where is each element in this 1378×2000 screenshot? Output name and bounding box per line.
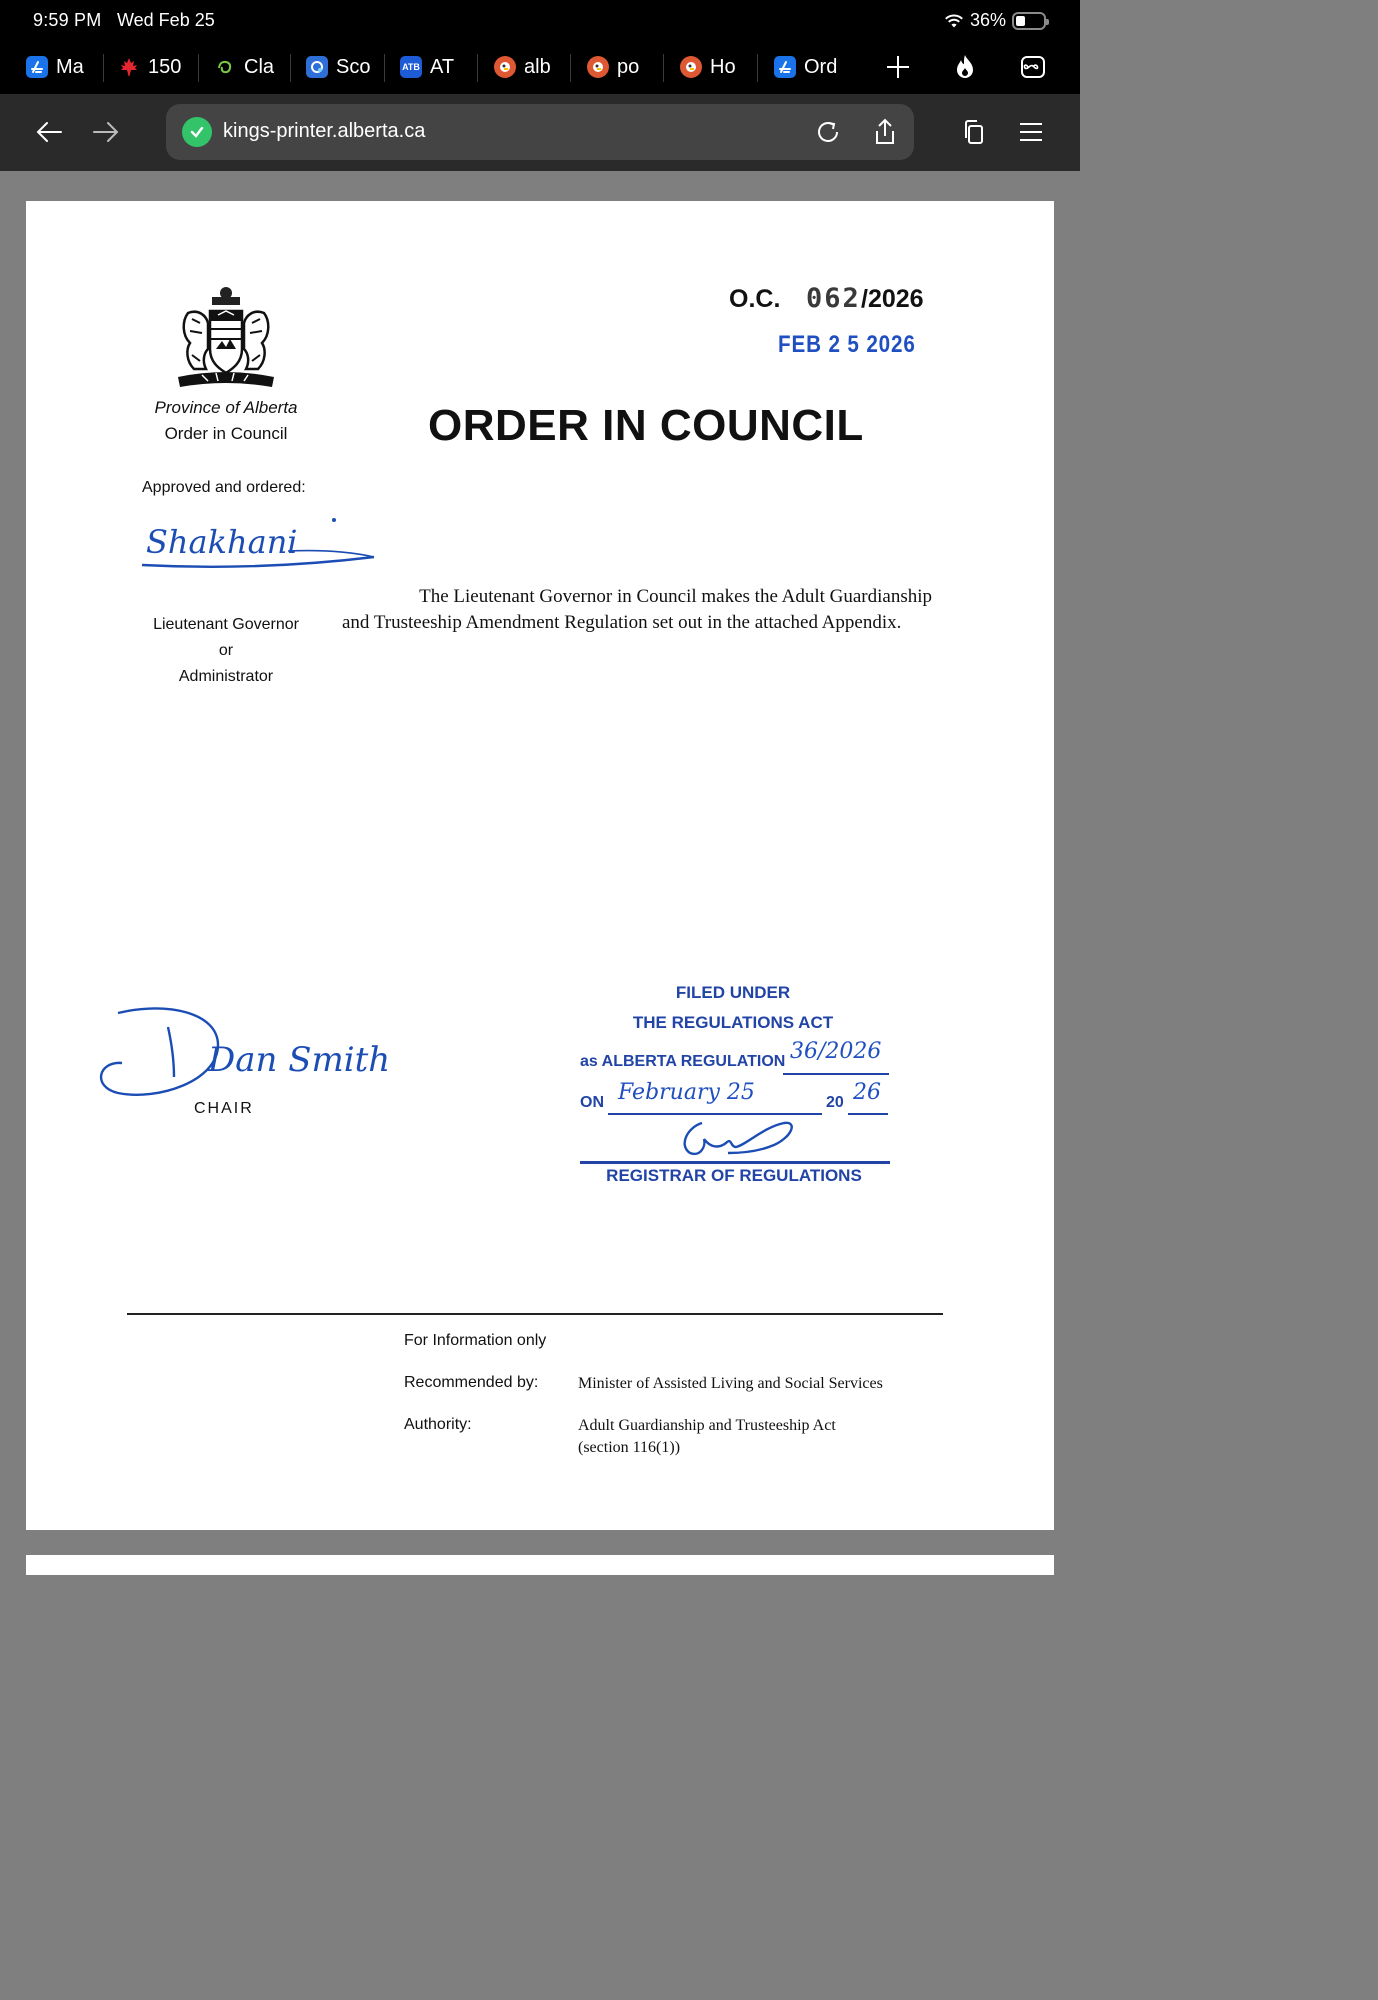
claude-icon [214, 56, 236, 78]
chair-label: CHAIR [194, 1100, 254, 1117]
tab-label: AT [430, 55, 455, 78]
status-indicators [944, 10, 1046, 31]
tab-2[interactable] [118, 44, 181, 90]
authority-label: Authority: [404, 1416, 472, 1433]
date-underline [608, 1113, 822, 1115]
wifi-icon [944, 13, 964, 29]
flame-icon [953, 54, 977, 80]
authority-value-line-1: Adult Guardianship and Trusteeship Act [578, 1417, 836, 1434]
tab-label: Sco [336, 55, 371, 78]
registrar-signature [674, 1117, 798, 1161]
tab-bar [0, 44, 1080, 94]
order-body [342, 584, 932, 636]
tab-9[interactable] [774, 44, 837, 90]
tab-separator [757, 54, 758, 82]
share-icon [872, 118, 898, 146]
footer-divider [127, 1313, 943, 1315]
tab-label: po [617, 55, 640, 78]
url-text[interactable]: kings-printer.alberta.ca [223, 120, 426, 142]
duckduckgo-icon [680, 56, 702, 78]
address-row [0, 94, 1080, 171]
document-page [26, 201, 1054, 1530]
lt-governor-signature-text: Shakhani [146, 523, 298, 561]
battery-percent: 36% [969, 10, 1006, 30]
share-button[interactable] [869, 116, 901, 148]
tab-label: Ord [804, 55, 838, 78]
tabs-button[interactable] [954, 112, 994, 152]
arrow-right-icon [92, 121, 120, 143]
copy-tabs-icon [961, 118, 987, 146]
authority-value [578, 1415, 836, 1459]
registrar-label: REGISTRAR OF REGULATIONS [606, 1166, 862, 1185]
lt-governor-label: Lieutenant Governor [153, 616, 299, 633]
back-button[interactable] [29, 112, 69, 152]
tab-5[interactable] [400, 44, 454, 90]
arrow-left-icon [35, 121, 63, 143]
forward-button[interactable] [86, 112, 126, 152]
authority-value-line-2: (section 116(1)) [578, 1439, 681, 1456]
recommended-by-value: Minister of Assisted Living and Social Services [578, 1375, 883, 1392]
year-suffix: 26 [853, 1080, 881, 1105]
tab-separator [384, 54, 385, 82]
oc-year: /2026 [861, 285, 924, 313]
duckduckgo-icon [587, 56, 609, 78]
administrator-label: Administrator [178, 668, 274, 685]
regulations-act-label: THE REGULATIONS ACT [632, 1013, 834, 1032]
tab-overview-button[interactable] [1016, 50, 1050, 84]
chair-signature [98, 1001, 428, 1101]
infinity-icon [1020, 54, 1046, 80]
status-bar [0, 0, 1080, 44]
order-body-line-2: and Trusteeship Amendment Regulation set out in the attached Appendix. [342, 612, 902, 633]
filed-date: February 25 [618, 1080, 755, 1105]
year-prefix: 20 [826, 1094, 844, 1111]
app-store-icon [26, 56, 48, 78]
tab-separator [570, 54, 571, 82]
tab-label: alb [524, 55, 551, 78]
tab-3[interactable] [214, 44, 274, 90]
tab-6[interactable] [494, 44, 551, 90]
tab-label: Ho [710, 55, 736, 78]
tab-1[interactable] [26, 44, 84, 90]
recommended-by-label: Recommended by: [404, 1374, 539, 1391]
address-bar[interactable] [166, 104, 914, 160]
fire-button[interactable] [948, 50, 982, 84]
province-label: Province of Alberta [154, 398, 298, 417]
tab-7[interactable] [587, 44, 639, 90]
battery-level [1016, 16, 1025, 26]
tab-8[interactable] [680, 44, 736, 90]
duckduckgo-icon [494, 56, 516, 78]
oc-label: O.C. [729, 285, 781, 313]
reload-button[interactable] [812, 116, 844, 148]
maple-leaf-icon [118, 56, 140, 78]
reload-icon [815, 119, 841, 145]
next-page [26, 1555, 1054, 1575]
status-time: 9:59 PM [33, 10, 102, 30]
new-tab-button[interactable] [881, 50, 915, 84]
menu-button[interactable] [1011, 112, 1051, 152]
stamp-date: FEB 2 5 2026 [778, 331, 916, 358]
tab-separator [103, 54, 104, 82]
chair-signature-text: Dan Smith [208, 1040, 391, 1080]
battery-icon [1012, 12, 1046, 30]
tab-separator [290, 54, 291, 82]
lt-governor-signature [138, 513, 378, 573]
approved-label: Approved and ordered: [142, 479, 306, 496]
tab-label: 150 [148, 55, 182, 78]
status-date: Wed Feb 25 [117, 10, 215, 30]
on-label: ON [580, 1094, 604, 1111]
shield-check-icon [182, 117, 212, 147]
battery-tip [1046, 19, 1049, 25]
tab-4[interactable] [306, 44, 370, 90]
alberta-regulation-label: as ALBERTA REGULATION [580, 1053, 786, 1070]
atb-icon: ATB [400, 56, 422, 78]
registrar-underline [580, 1161, 890, 1164]
coat-of-arms-icon [172, 283, 280, 391]
tab-separator [477, 54, 478, 82]
regulation-number: 36/2026 [790, 1039, 882, 1064]
order-label: Order in Council [164, 424, 288, 443]
tab-separator [663, 54, 664, 82]
order-body-line-1: The Lieutenant Governor in Council makes the Adult Guardianship [419, 586, 932, 607]
tab-separator [198, 54, 199, 82]
document-title: ORDER IN COUNCIL [428, 401, 864, 450]
tab-label: Cla [244, 55, 275, 78]
app-store-icon [774, 56, 796, 78]
hamburger-icon [1018, 121, 1044, 143]
oc-number: 062 [806, 283, 861, 314]
plus-icon [885, 54, 911, 80]
scotiabank-icon [306, 56, 328, 78]
tab-label: Ma [56, 55, 84, 78]
filed-under-label: FILED UNDER [675, 983, 791, 1002]
year-underline [848, 1113, 888, 1115]
regulation-underline [783, 1073, 889, 1075]
for-information-label: For Information only [404, 1332, 547, 1349]
or-label: or [218, 642, 234, 659]
